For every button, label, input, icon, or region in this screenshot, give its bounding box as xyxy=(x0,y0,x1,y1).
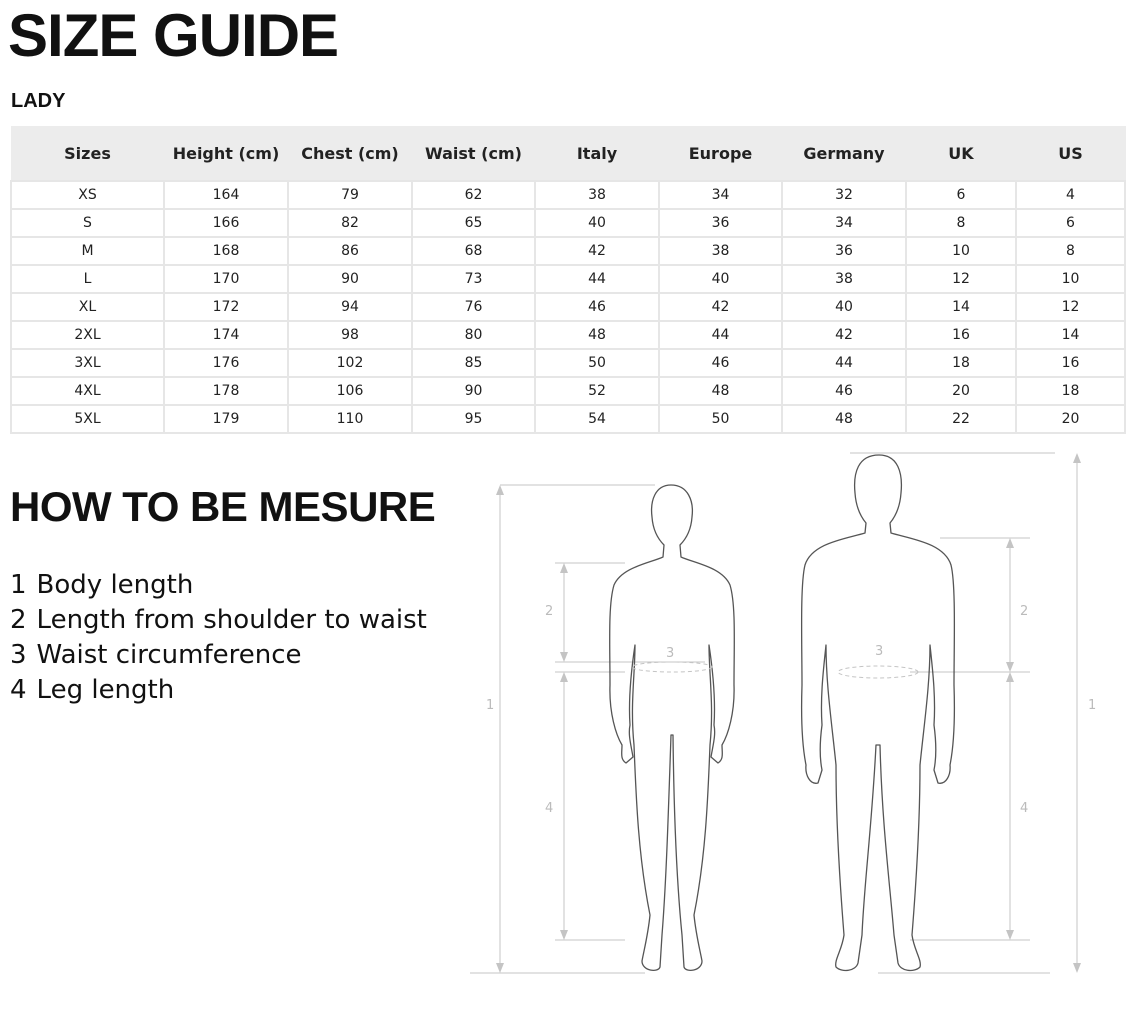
table-cell: 52 xyxy=(535,377,659,405)
table-cell: 10 xyxy=(1016,265,1125,293)
header-us: US xyxy=(1016,127,1125,182)
step-text: Waist circumference xyxy=(36,640,302,670)
table-cell: 178 xyxy=(164,377,288,405)
table-cell: 166 xyxy=(164,209,288,237)
list-item xyxy=(10,603,454,638)
table-cell: 12 xyxy=(1016,293,1125,321)
step-number: 1 xyxy=(10,570,27,600)
table-cell: 48 xyxy=(535,321,659,349)
table-cell: 50 xyxy=(535,349,659,377)
table-cell: 42 xyxy=(659,293,782,321)
table-cell: 110 xyxy=(288,405,412,433)
table-cell: 46 xyxy=(535,293,659,321)
arrow-heads xyxy=(496,453,1081,973)
page-title: SIZE GUIDE xyxy=(8,2,339,69)
table-cell: 42 xyxy=(782,321,906,349)
table-cell: 170 xyxy=(164,265,288,293)
table-cell: 14 xyxy=(1016,321,1125,349)
table-cell: 102 xyxy=(288,349,412,377)
step-number: 4 xyxy=(10,675,27,705)
table-cell: 18 xyxy=(906,349,1016,377)
list-item xyxy=(10,568,454,603)
table-cell: 46 xyxy=(782,377,906,405)
male-label-leg-length: 4 xyxy=(1020,801,1029,816)
table-cell: 18 xyxy=(1016,377,1125,405)
male-label-shoulder-waist: 2 xyxy=(1020,604,1029,619)
header-italy: Italy xyxy=(535,127,659,182)
step-number: 2 xyxy=(10,605,27,635)
header-height: Height (cm) xyxy=(164,127,288,182)
table-cell: 4XL xyxy=(11,377,164,405)
table-cell: 3XL xyxy=(11,349,164,377)
table-cell: 48 xyxy=(782,405,906,433)
header-waist: Waist (cm) xyxy=(412,127,535,182)
table-row xyxy=(11,377,1125,405)
table-cell: 176 xyxy=(164,349,288,377)
table-cell: XL xyxy=(11,293,164,321)
size-table-header-row xyxy=(11,127,1125,182)
male-figure xyxy=(802,455,955,970)
table-cell: S xyxy=(11,209,164,237)
table-row xyxy=(11,405,1125,433)
table-cell: 90 xyxy=(288,265,412,293)
female-label-body-length: 1 xyxy=(486,698,495,713)
table-cell: 79 xyxy=(288,181,412,209)
table-cell: 14 xyxy=(906,293,1016,321)
table-cell: 38 xyxy=(659,237,782,265)
step-text: Body length xyxy=(36,570,194,600)
header-uk: UK xyxy=(906,127,1016,182)
table-cell: 40 xyxy=(535,209,659,237)
header-chest: Chest (cm) xyxy=(288,127,412,182)
table-cell: 36 xyxy=(659,209,782,237)
table-cell: 65 xyxy=(412,209,535,237)
list-item xyxy=(10,638,454,673)
table-cell: 8 xyxy=(1016,237,1125,265)
female-figure xyxy=(610,485,735,970)
table-cell: XS xyxy=(11,181,164,209)
table-cell: 80 xyxy=(412,321,535,349)
table-row xyxy=(11,181,1125,209)
size-table xyxy=(10,126,1126,434)
table-cell: 82 xyxy=(288,209,412,237)
table-cell: 10 xyxy=(906,237,1016,265)
table-cell: L xyxy=(11,265,164,293)
table-cell: 6 xyxy=(1016,209,1125,237)
table-cell: 20 xyxy=(906,377,1016,405)
table-cell: 44 xyxy=(535,265,659,293)
section-title-lady: LADY xyxy=(11,90,66,112)
table-row xyxy=(11,349,1125,377)
table-cell: 22 xyxy=(906,405,1016,433)
table-cell: 85 xyxy=(412,349,535,377)
table-cell: 16 xyxy=(906,321,1016,349)
list-item xyxy=(10,673,454,708)
header-europe: Europe xyxy=(659,127,782,182)
table-cell: 44 xyxy=(659,321,782,349)
step-text: Leg length xyxy=(36,675,175,705)
table-cell: 168 xyxy=(164,237,288,265)
table-cell: 2XL xyxy=(11,321,164,349)
table-cell: 172 xyxy=(164,293,288,321)
table-row xyxy=(11,321,1125,349)
table-cell: 12 xyxy=(906,265,1016,293)
table-cell: 73 xyxy=(412,265,535,293)
step-text: Length from shoulder to waist xyxy=(36,605,427,635)
table-row xyxy=(11,293,1125,321)
table-cell: 62 xyxy=(412,181,535,209)
header-germany: Germany xyxy=(782,127,906,182)
table-row xyxy=(11,237,1125,265)
female-label-leg-length: 4 xyxy=(545,801,554,816)
table-cell: 38 xyxy=(535,181,659,209)
table-cell: 95 xyxy=(412,405,535,433)
table-cell: 5XL xyxy=(11,405,164,433)
table-cell: 20 xyxy=(1016,405,1125,433)
male-label-waist: 3 xyxy=(875,644,884,659)
table-cell: 106 xyxy=(288,377,412,405)
table-cell: 4 xyxy=(1016,181,1125,209)
table-cell: 40 xyxy=(782,293,906,321)
step-number: 3 xyxy=(10,640,27,670)
measure-steps-list xyxy=(10,568,454,708)
table-cell: 48 xyxy=(659,377,782,405)
table-cell: 36 xyxy=(782,237,906,265)
table-cell: 8 xyxy=(906,209,1016,237)
table-row xyxy=(11,265,1125,293)
table-row xyxy=(11,209,1125,237)
waist-ellipses xyxy=(632,662,918,678)
table-cell: 38 xyxy=(782,265,906,293)
table-cell: 54 xyxy=(535,405,659,433)
table-cell: M xyxy=(11,237,164,265)
header-sizes: Sizes xyxy=(11,127,164,182)
table-cell: 46 xyxy=(659,349,782,377)
table-cell: 44 xyxy=(782,349,906,377)
table-cell: 42 xyxy=(535,237,659,265)
table-cell: 94 xyxy=(288,293,412,321)
table-cell: 164 xyxy=(164,181,288,209)
table-cell: 98 xyxy=(288,321,412,349)
table-cell: 86 xyxy=(288,237,412,265)
guide-lines xyxy=(470,453,1077,973)
table-cell: 174 xyxy=(164,321,288,349)
table-cell: 50 xyxy=(659,405,782,433)
table-cell: 76 xyxy=(412,293,535,321)
table-cell: 34 xyxy=(659,181,782,209)
table-cell: 179 xyxy=(164,405,288,433)
table-cell: 34 xyxy=(782,209,906,237)
table-cell: 68 xyxy=(412,237,535,265)
measurement-diagram xyxy=(460,445,1120,985)
table-cell: 90 xyxy=(412,377,535,405)
female-label-waist: 3 xyxy=(666,646,675,661)
table-cell: 16 xyxy=(1016,349,1125,377)
male-label-body-length: 1 xyxy=(1088,698,1097,713)
size-table-body xyxy=(11,181,1125,433)
female-label-shoulder-waist: 2 xyxy=(545,604,554,619)
measure-heading: HOW TO BE MESURE xyxy=(10,483,436,530)
table-cell: 6 xyxy=(906,181,1016,209)
table-cell: 32 xyxy=(782,181,906,209)
table-cell: 40 xyxy=(659,265,782,293)
